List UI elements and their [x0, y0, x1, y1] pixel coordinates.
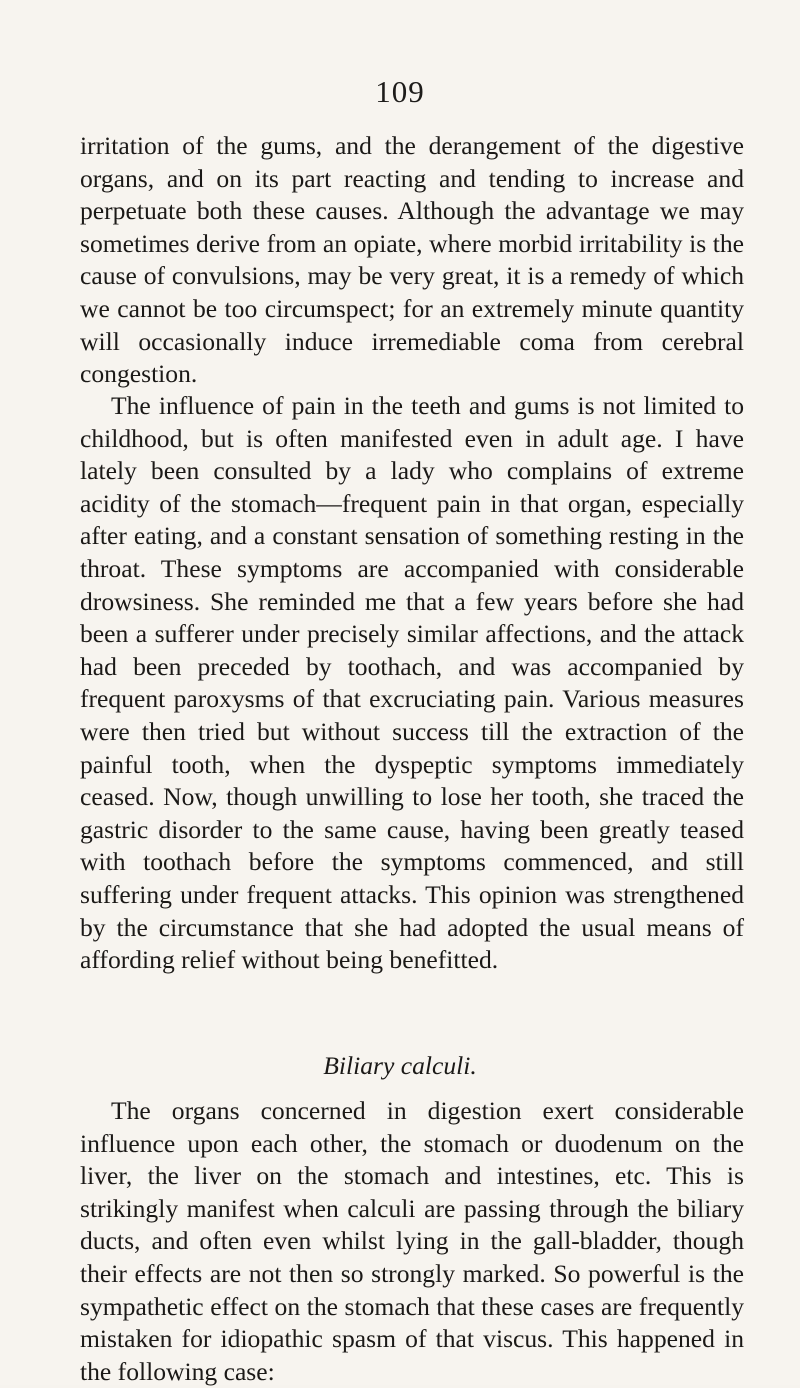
paragraph-continuation: [80, 130, 744, 391]
paragraph-2-text: The influence of pain in the teeth and gums is not limited to childhood, but is often manifested even in adult age. I have lately been consulted by a lady who complains of extreme acidity of the stomach—frequent pain in that organ, especially after eating, and a constant sensation of something resting in the throat. These symptoms are accompanied with considerable drowsiness. She reminded me that a few years before she had been a sufferer under precisely similar affections, and the attack had been preceded by toothach, and was accompanied by frequent paroxysms of that excruciating pain. Various measures were then tried but without success till the extraction of the painful tooth, when the dyspeptic symptoms immediately ceased. Now, though unwilling to lose her tooth, she traced the gastric disorder to the same cause, having been greatly teased with toothach before the symptoms commenced, and still suffering under frequent attacks. This opinion was strengthened by the circumstance that she had adopted the usual means of affording relief without being benefitted.: [80, 391, 744, 975]
paragraph-toothache-case: [80, 390, 744, 977]
paragraph-1-text: irritation of the gums, and the derangement of the digestive organs, and on its part reacting and tending to increase and perpetuate both these causes. Although the advantage we may sometimes derive from an opiate, where morbid irritability is the cause of convulsions, may be very great, it is a remedy of which we cannot be too circumspect; for an extremely minute quantity will occasionally induce irremediable coma from cerebral congestion.: [80, 131, 744, 389]
page-number: 109: [375, 74, 425, 109]
paragraph-biliary-calculi: [80, 1095, 744, 1388]
section-heading: Biliary calculi.: [323, 1051, 477, 1080]
paragraph-3-text: The organs concerned in digestion exert considerable influence upon each other, the stomach or duodenum on the liver, the liver on the stomach and intestines, etc. This is strikingly manifest when calculi are passing through the biliary ducts, and often even whilst lying in the gall-bladder, though their effects are not then so strongly marked. So powerful is the sympathetic effect on the stomach that these cases are frequently mistaken for idiopathic spasm of that viscus. This happened in the following case:: [80, 1096, 744, 1386]
